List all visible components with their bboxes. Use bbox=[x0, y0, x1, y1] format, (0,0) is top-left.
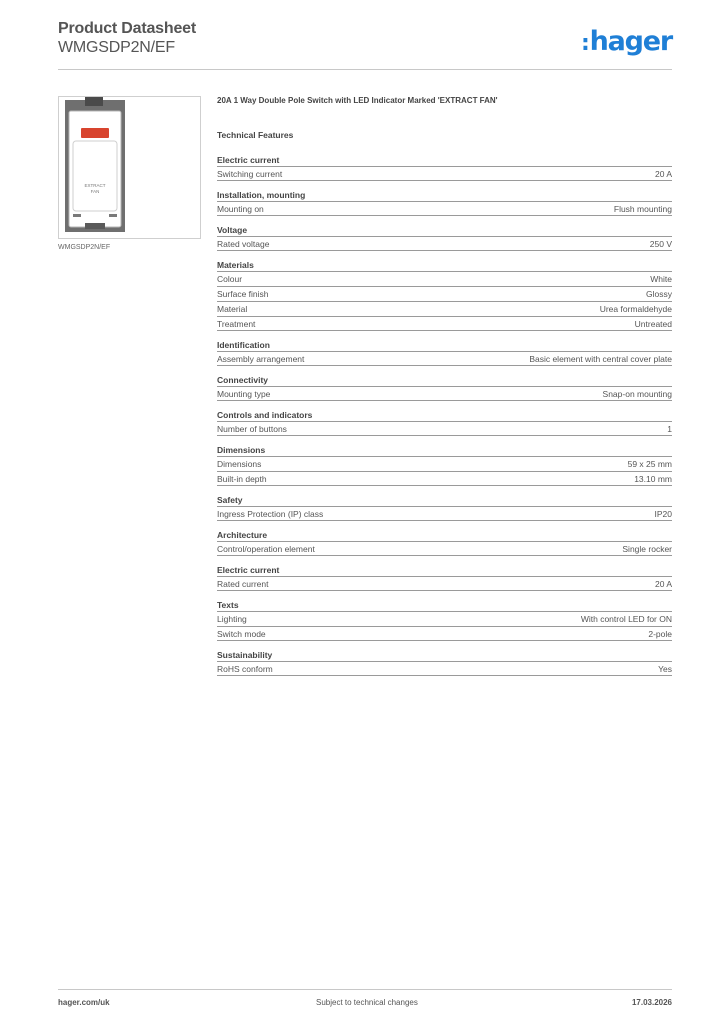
feature-group bbox=[217, 190, 672, 216]
product-image-frame bbox=[58, 96, 201, 239]
footer-date: 17.03.2026 bbox=[631, 998, 672, 1007]
feature-label: Colour bbox=[217, 274, 243, 284]
features-heading: Technical Features bbox=[217, 130, 294, 140]
feature-label: Mounting on bbox=[217, 204, 264, 214]
feature-label: Switching current bbox=[217, 169, 283, 179]
feature-row bbox=[217, 626, 672, 641]
feature-label: Dimensions bbox=[217, 459, 262, 469]
feature-value: Basic element with central cover plate bbox=[529, 354, 672, 364]
feature-value: White bbox=[650, 274, 672, 284]
feature-label: Treatment bbox=[217, 319, 256, 329]
product-description: 20A 1 Way Double Pole Switch with LED Indicator Marked 'EXTRACT FAN' bbox=[217, 96, 498, 105]
feature-row bbox=[217, 351, 672, 366]
feature-label: Mounting type bbox=[217, 389, 271, 399]
feature-label: Control/operation element bbox=[217, 544, 315, 554]
feature-group bbox=[217, 155, 672, 181]
feature-label: Material bbox=[217, 304, 248, 314]
switch-label-line2: FAN bbox=[90, 189, 100, 194]
feature-value: 13.10 mm bbox=[634, 474, 672, 484]
feature-row bbox=[217, 386, 672, 401]
group-title: Installation, mounting bbox=[217, 190, 306, 200]
header-divider bbox=[58, 69, 672, 70]
feature-value: 59 x 25 mm bbox=[627, 459, 672, 469]
feature-row bbox=[217, 576, 672, 591]
group-title: Materials bbox=[217, 260, 254, 270]
feature-label: Lighting bbox=[217, 614, 247, 624]
group-title: Texts bbox=[217, 600, 239, 610]
feature-value: Untreated bbox=[634, 319, 672, 329]
footer-divider bbox=[58, 989, 672, 990]
image-caption: WMGSDP2N/EF bbox=[58, 244, 111, 251]
led-indicator-icon bbox=[81, 128, 109, 138]
feature-row bbox=[217, 611, 672, 626]
feature-value: Yes bbox=[658, 664, 672, 674]
datasheet-content bbox=[217, 96, 672, 685]
feature-group bbox=[217, 260, 672, 331]
feature-value: Urea formaldehyde bbox=[599, 304, 672, 314]
group-title: Sustainability bbox=[217, 650, 273, 660]
feature-label: Built-in depth bbox=[217, 474, 267, 484]
footer-website: hager.com/uk bbox=[58, 998, 110, 1007]
logo-text: hager bbox=[589, 26, 672, 57]
feature-group bbox=[217, 445, 672, 486]
feature-group bbox=[217, 600, 672, 641]
feature-row bbox=[217, 456, 672, 471]
feature-row bbox=[217, 166, 672, 181]
group-title: Connectivity bbox=[217, 375, 269, 385]
feature-label: Number of buttons bbox=[217, 424, 287, 434]
group-title: Electric current bbox=[217, 155, 280, 165]
switch-label-line1: EXTRACT bbox=[84, 183, 106, 188]
feature-value: 1 bbox=[667, 424, 672, 434]
page-title: Product Datasheet bbox=[58, 20, 196, 37]
feature-row bbox=[217, 421, 672, 436]
feature-group bbox=[217, 375, 672, 401]
footer-notice: Subject to technical changes bbox=[316, 998, 418, 1007]
feature-row bbox=[217, 541, 672, 556]
feature-group bbox=[217, 495, 672, 521]
feature-value: 20 A bbox=[654, 169, 672, 179]
feature-row bbox=[217, 236, 672, 251]
group-title: Safety bbox=[217, 495, 243, 505]
group-title: Identification bbox=[217, 340, 270, 350]
feature-value: Snap-on mounting bbox=[602, 389, 672, 399]
feature-row bbox=[217, 661, 672, 676]
feature-row bbox=[217, 201, 672, 216]
hager-logo bbox=[581, 26, 672, 57]
feature-row bbox=[217, 301, 672, 316]
page-header bbox=[58, 20, 672, 70]
feature-label: Surface finish bbox=[217, 289, 269, 299]
group-title: Voltage bbox=[217, 225, 248, 235]
feature-group bbox=[217, 565, 672, 591]
feature-value: Single rocker bbox=[622, 544, 672, 554]
feature-label: Switch mode bbox=[217, 629, 266, 639]
feature-value: 20 A bbox=[654, 579, 672, 589]
feature-label: Rated voltage bbox=[217, 239, 270, 249]
product-code: WMGSDP2N/EF bbox=[58, 39, 175, 56]
feature-value: 2-pole bbox=[648, 629, 672, 639]
feature-row bbox=[217, 471, 672, 486]
feature-label: Assembly arrangement bbox=[217, 354, 305, 364]
group-title: Electric current bbox=[217, 565, 280, 575]
feature-label: Ingress Protection (IP) class bbox=[217, 509, 324, 519]
feature-group bbox=[217, 530, 672, 556]
feature-label: RoHS conform bbox=[217, 664, 273, 674]
feature-row bbox=[217, 316, 672, 331]
feature-row bbox=[217, 286, 672, 301]
feature-group bbox=[217, 225, 672, 251]
feature-value: IP20 bbox=[654, 509, 672, 519]
feature-group bbox=[217, 650, 672, 676]
switch-module-image bbox=[59, 97, 200, 238]
feature-group bbox=[217, 410, 672, 436]
feature-label: Rated current bbox=[217, 579, 269, 589]
feature-value: Glossy bbox=[646, 289, 672, 299]
feature-groups bbox=[217, 155, 672, 676]
group-title: Architecture bbox=[217, 530, 268, 540]
group-title: Dimensions bbox=[217, 445, 266, 455]
feature-row bbox=[217, 506, 672, 521]
feature-row bbox=[217, 271, 672, 286]
feature-value: With control LED for ON bbox=[580, 614, 672, 624]
feature-value: 250 V bbox=[649, 239, 672, 249]
feature-value: Flush mounting bbox=[613, 204, 672, 214]
feature-group bbox=[217, 340, 672, 366]
logo-dots-icon: : bbox=[580, 31, 589, 56]
group-title: Controls and indicators bbox=[217, 410, 313, 420]
